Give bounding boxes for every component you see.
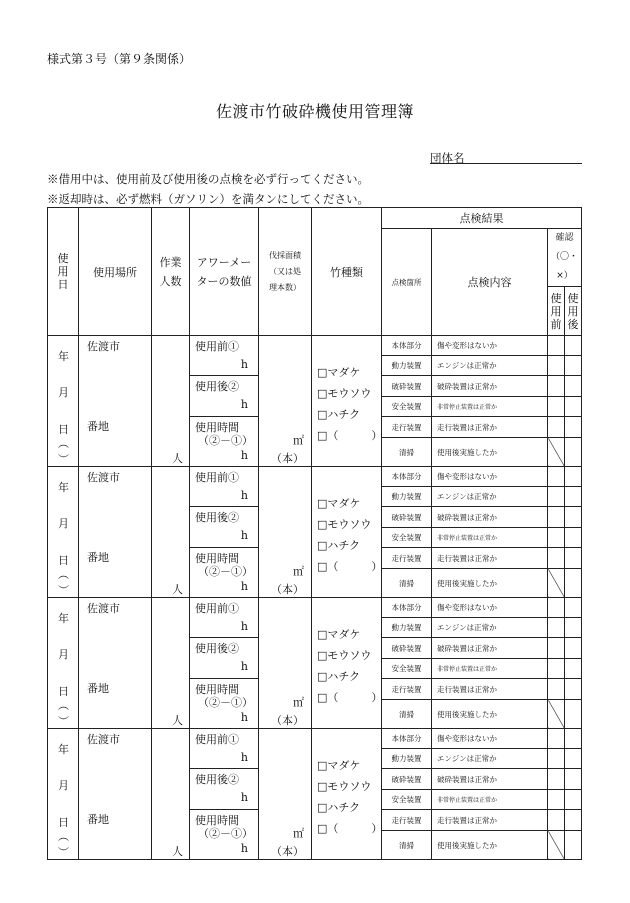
confirm-before-na (548, 438, 565, 467)
inspection-part: 安全装置 (382, 528, 432, 548)
inspection-part: 走行装置 (382, 679, 432, 700)
confirm-after-cell[interactable] (565, 487, 582, 507)
confirm-before-cell[interactable] (548, 638, 565, 659)
confirm-before-cell[interactable] (548, 749, 565, 769)
confirm-after-cell[interactable] (565, 507, 582, 528)
inspection-content: 破砕装置は正常か (432, 769, 548, 790)
confirm-before-cell[interactable] (548, 729, 565, 749)
inspection-content: エンジンは正常か (432, 749, 548, 769)
inspection-part: 清掃 (382, 831, 432, 860)
record-row-4 (48, 729, 582, 749)
hour-used-cell[interactable]: 使用時間 （②－①） h (190, 679, 259, 729)
confirm-before-na (548, 700, 565, 729)
confirm-after-cell[interactable] (565, 790, 582, 810)
confirm-before-cell[interactable] (548, 810, 565, 831)
bamboo-type-cell[interactable]: □マダケ □モウソウ □ハチク □（ ） (312, 729, 382, 860)
inspection-content: 非常停止装置は正常か (432, 397, 548, 417)
workers-cell[interactable]: 人 (152, 729, 190, 860)
confirm-before-cell[interactable] (548, 397, 565, 417)
place-cell[interactable]: 佐渡市 番地 (79, 467, 152, 598)
header-confirm: 確認 （〇・×） (548, 229, 582, 287)
confirm-after-cell[interactable] (565, 810, 582, 831)
area-cell[interactable]: ㎡ （本） (259, 729, 312, 860)
confirm-after-cell[interactable] (565, 569, 582, 598)
bamboo-type-cell[interactable]: □マダケ □モウソウ □ハチク □（ ） (312, 336, 382, 467)
confirm-after-cell[interactable] (565, 749, 582, 769)
hour-before-cell[interactable]: 使用前① h (190, 467, 259, 507)
confirm-before-cell[interactable] (548, 376, 565, 397)
bamboo-type-cell[interactable]: □マダケ □モウソウ □ハチク □（ ） (312, 598, 382, 729)
inspection-part: 安全装置 (382, 790, 432, 810)
inspection-content: 非常停止装置は正常か (432, 790, 548, 810)
confirm-after-cell[interactable] (565, 356, 582, 376)
confirm-after-cell[interactable] (565, 528, 582, 548)
note-inspection: ※借用中は、使用前及び使用後の点検を必ず行ってください。 (47, 172, 369, 186)
confirm-before-cell[interactable] (548, 528, 565, 548)
area-cell[interactable]: ㎡ （本） (259, 467, 312, 598)
hour-after-cell[interactable]: 使用後② h (190, 638, 259, 679)
confirm-before-na (548, 569, 565, 598)
date-cell[interactable]: 年 月 日 ︵ ︶ (48, 336, 79, 467)
group-name-field[interactable] (430, 163, 582, 164)
inspection-part: 動力装置 (382, 749, 432, 769)
inspection-part: 走行装置 (382, 810, 432, 831)
record-row-3 (48, 598, 582, 618)
workers-cell[interactable]: 人 (152, 467, 190, 598)
confirm-before-cell[interactable] (548, 467, 565, 487)
confirm-after-cell[interactable] (565, 831, 582, 860)
inspection-content: 走行装置は正常か (432, 810, 548, 831)
inspection-part: 破砕装置 (382, 638, 432, 659)
confirm-before-cell[interactable] (548, 356, 565, 376)
date-cell[interactable]: 年 月 日 ︵ ︶ (48, 729, 79, 860)
inspection-part: 安全装置 (382, 397, 432, 417)
inspection-content: 走行装置は正常か (432, 679, 548, 700)
usage-log-table (47, 207, 582, 860)
inspection-content: 破砕装置は正常か (432, 507, 548, 528)
inspection-part: 走行装置 (382, 417, 432, 438)
inspection-content: エンジンは正常か (432, 618, 548, 638)
workers-cell[interactable]: 人 (152, 336, 190, 467)
confirm-after-cell[interactable] (565, 638, 582, 659)
header-cut-area: 伐採面積 （又は処 理本数） (259, 208, 312, 336)
header-before-use: 使 用 前 (548, 287, 565, 336)
inspection-part: 走行装置 (382, 548, 432, 569)
confirm-before-cell[interactable] (548, 790, 565, 810)
inspection-part: 破砕装置 (382, 769, 432, 790)
inspection-part: 本体部分 (382, 467, 432, 487)
hour-before-cell[interactable]: 使用前① h (190, 336, 259, 376)
inspection-part: 本体部分 (382, 336, 432, 356)
place-cell[interactable]: 佐渡市 番地 (79, 729, 152, 860)
inspection-content: エンジンは正常か (432, 356, 548, 376)
confirm-after-cell[interactable] (565, 397, 582, 417)
inspection-part: 破砕装置 (382, 376, 432, 397)
confirm-after-cell[interactable] (565, 548, 582, 569)
hour-before-cell[interactable]: 使用前① h (190, 729, 259, 769)
hour-used-cell[interactable]: 使用時間 （②－①） h (190, 417, 259, 467)
date-cell[interactable]: 年 月 日 ︵ ︶ (48, 598, 79, 729)
page-title: 佐渡市竹破砕機使用管理簿 (215, 102, 414, 121)
place-cell[interactable]: 佐渡市 番地 (79, 336, 152, 467)
confirm-after-cell[interactable] (565, 679, 582, 700)
header-date: 使 用 日 (48, 208, 79, 336)
inspection-content: 傷や変形はないか (432, 598, 548, 618)
inspection-content: 非常停止装置は正常か (432, 659, 548, 679)
confirm-after-cell[interactable] (565, 467, 582, 487)
inspection-part: 安全装置 (382, 659, 432, 679)
record-row-2 (48, 467, 582, 487)
hour-used-cell[interactable]: 使用時間 （②－①） h (190, 810, 259, 860)
confirm-after-cell[interactable] (565, 336, 582, 356)
inspection-part: 動力装置 (382, 356, 432, 376)
group-name-label: 団体名 (430, 151, 465, 165)
bamboo-type-cell[interactable]: □マダケ □モウソウ □ハチク □（ ） (312, 467, 382, 598)
confirm-before-cell[interactable] (548, 507, 565, 528)
hour-after-cell[interactable]: 使用後② h (190, 376, 259, 417)
confirm-before-cell[interactable] (548, 417, 565, 438)
header-hour-meter: アワーメー ターの数値 (190, 208, 259, 336)
confirm-after-cell[interactable] (565, 598, 582, 618)
inspection-part: 本体部分 (382, 598, 432, 618)
confirm-before-cell[interactable] (548, 336, 565, 356)
inspection-content: 傷や変形はないか (432, 729, 548, 749)
hour-before-cell[interactable]: 使用前① h (190, 598, 259, 638)
confirm-before-cell[interactable] (548, 679, 565, 700)
confirm-after-cell[interactable] (565, 618, 582, 638)
header-check-part: 点検箇所 (382, 229, 432, 336)
confirm-before-na (548, 831, 565, 860)
inspection-content: 傷や変形はないか (432, 336, 548, 356)
inspection-content: 使用後実施したか (432, 831, 548, 860)
inspection-content: 破砕装置は正常か (432, 638, 548, 659)
header-place: 使用場所 (79, 208, 152, 336)
inspection-content: 傷や変形はないか (432, 467, 548, 487)
inspection-part: 動力装置 (382, 487, 432, 507)
confirm-after-cell[interactable] (565, 376, 582, 397)
header-workers: 作業 人数 (152, 208, 190, 336)
inspection-content: 使用後実施したか (432, 569, 548, 598)
confirm-after-cell[interactable] (565, 659, 582, 679)
confirm-after-cell[interactable] (565, 438, 582, 467)
confirm-before-cell[interactable] (548, 548, 565, 569)
header-inspection-results: 点検結果 (382, 208, 582, 229)
inspection-content: 使用後実施したか (432, 438, 548, 467)
inspection-part: 本体部分 (382, 729, 432, 749)
inspection-part: 清掃 (382, 569, 432, 598)
inspection-content: 走行装置は正常か (432, 417, 548, 438)
inspection-content: 非常停止装置は正常か (432, 528, 548, 548)
date-cell[interactable]: 年 月 日 ︵ ︶ (48, 467, 79, 598)
confirm-after-cell[interactable] (565, 729, 582, 749)
hour-used-cell[interactable]: 使用時間 （②－①） h (190, 548, 259, 598)
inspection-content: 破砕装置は正常か (432, 376, 548, 397)
confirm-after-cell[interactable] (565, 700, 582, 729)
area-cell[interactable]: ㎡ （本） (259, 336, 312, 467)
header-bamboo-type: 竹種類 (312, 208, 382, 336)
form-number: 様式第３号（第９条関係） (47, 52, 192, 66)
confirm-after-cell[interactable] (565, 769, 582, 790)
inspection-content: 走行装置は正常か (432, 548, 548, 569)
hour-after-cell[interactable]: 使用後② h (190, 769, 259, 810)
inspection-part: 破砕装置 (382, 507, 432, 528)
header-after-use: 使 用 後 (565, 287, 582, 336)
confirm-before-cell[interactable] (548, 487, 565, 507)
workers-cell[interactable]: 人 (152, 598, 190, 729)
inspection-part: 動力装置 (382, 618, 432, 638)
inspection-content: 使用後実施したか (432, 700, 548, 729)
header-check-content: 点検内容 (432, 229, 548, 336)
confirm-before-cell[interactable] (548, 618, 565, 638)
area-cell[interactable]: ㎡ （本） (259, 598, 312, 729)
inspection-part: 清掃 (382, 700, 432, 729)
confirm-before-cell[interactable] (548, 769, 565, 790)
confirm-after-cell[interactable] (565, 417, 582, 438)
note-fuel: ※返却時は、必ず燃料（ガソリン）を満タンにしてください。 (47, 192, 369, 206)
inspection-part: 清掃 (382, 438, 432, 467)
hour-after-cell[interactable]: 使用後② h (190, 507, 259, 548)
record-row-1 (48, 336, 582, 356)
inspection-content: エンジンは正常か (432, 487, 548, 507)
place-cell[interactable]: 佐渡市 番地 (79, 598, 152, 729)
confirm-before-cell[interactable] (548, 598, 565, 618)
confirm-before-cell[interactable] (548, 659, 565, 679)
